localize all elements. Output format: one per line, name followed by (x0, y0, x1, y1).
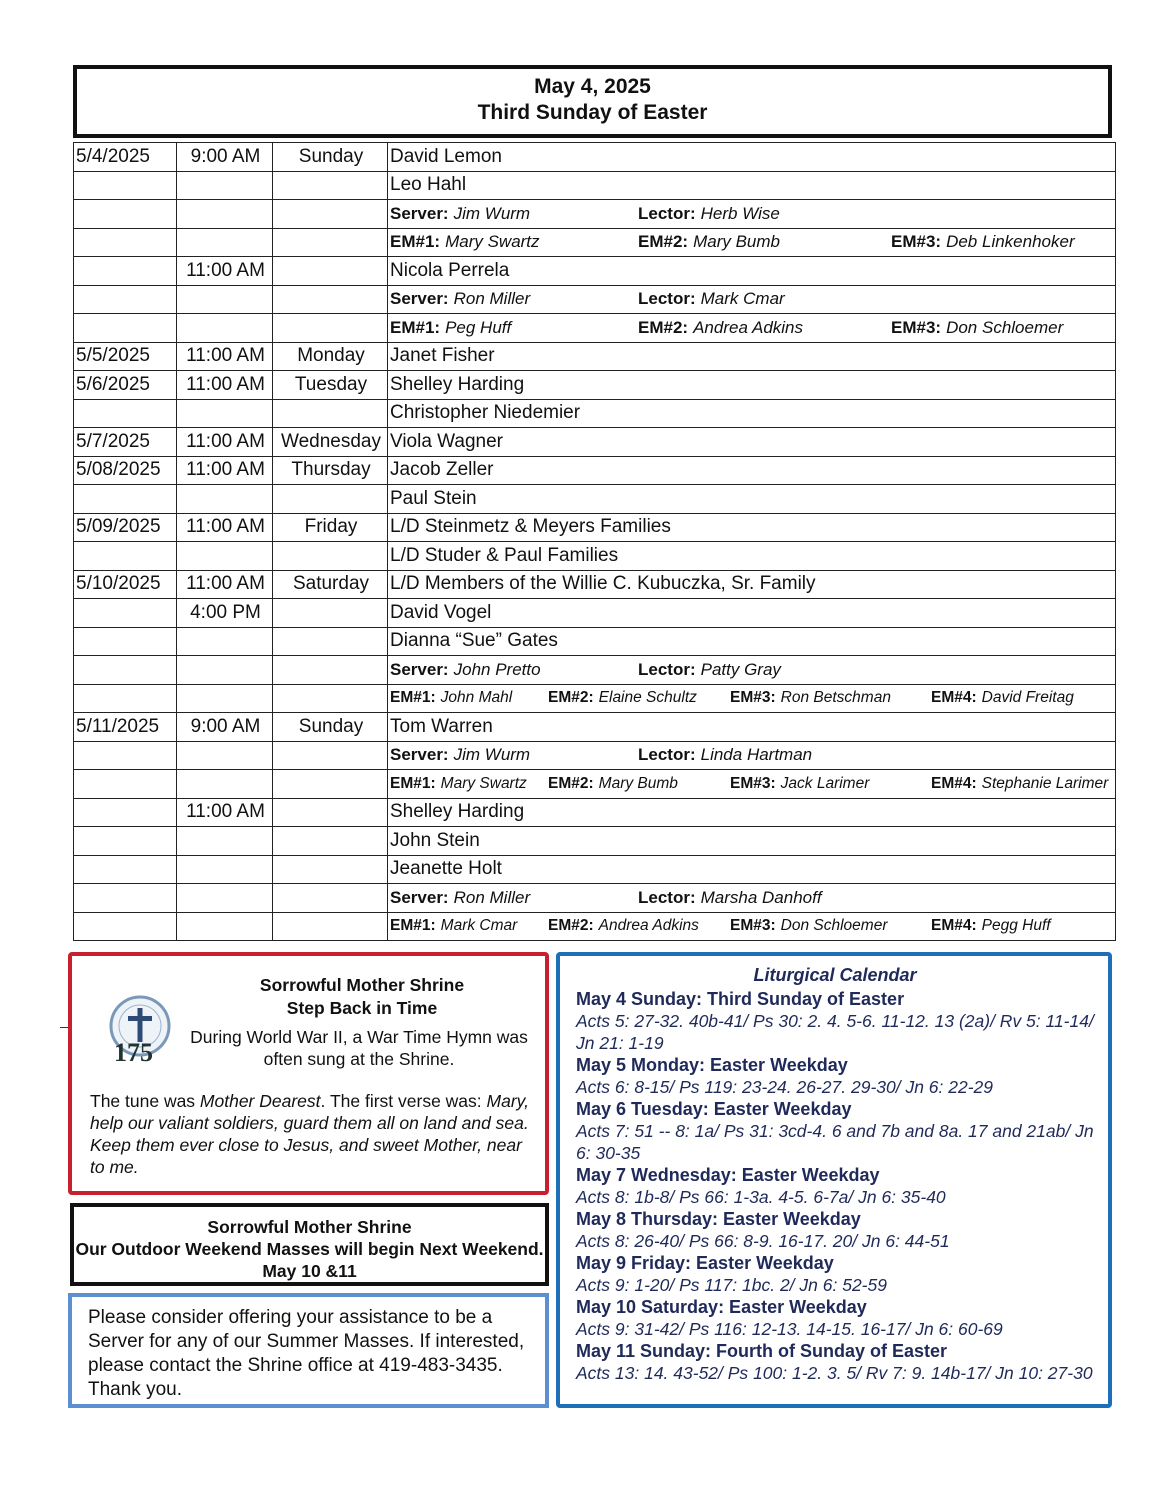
minister-slot (891, 232, 1081, 252)
outdoor-masses-box: Sorrowful Mother Shrine Our Outdoor Weekend Masses will begin Next Weekend. May 10 &11 (70, 1203, 549, 1286)
intention-row (74, 627, 1116, 656)
liturgical-calendar-title: Liturgical Calendar (753, 965, 917, 985)
minister-slot (390, 689, 518, 707)
minister-name: Jack Larimer (780, 774, 870, 792)
ministers-cell (388, 684, 1116, 713)
intention-row (74, 428, 1116, 457)
day-cell (273, 770, 388, 799)
minister-slot (638, 660, 787, 680)
date-cell (74, 855, 177, 884)
intention-cell: Christopher Niedemier (388, 399, 1116, 428)
intention-row (74, 257, 1116, 286)
date-cell (74, 399, 177, 428)
minister-name: Mary Swartz (445, 232, 540, 252)
minister-slot (390, 745, 536, 765)
minister-name: Andrea Adkins (693, 317, 804, 337)
ministers-list (390, 203, 1115, 225)
role-label: Lector: (638, 289, 696, 309)
day-cell (273, 827, 388, 856)
intention-cell: L/D Steinmetz & Meyers Families (388, 513, 1116, 542)
margin-mark (60, 1027, 68, 1028)
date-cell: 5/09/2025 (74, 513, 177, 542)
day-cell: Tuesday (273, 371, 388, 400)
minister-slot (931, 917, 1057, 935)
header-date: May 4, 2025 (534, 75, 651, 98)
minister-name: Mark Cmar (700, 289, 785, 309)
time-cell (177, 884, 273, 913)
liturgical-day: May 7 Wednesday: Easter Weekday (576, 1165, 880, 1185)
liturgical-day: May 8 Thursday: Easter Weekday (576, 1209, 861, 1229)
minister-name: Linda Hartman (700, 745, 813, 765)
minister-name: Marsha Danhoff (700, 887, 822, 907)
ministers-list (390, 744, 1115, 766)
day-cell (273, 627, 388, 656)
date-cell: 5/7/2025 (74, 428, 177, 457)
minister-slot (638, 232, 786, 252)
liturgical-day: May 6 Tuesday: Easter Weekday (576, 1099, 852, 1119)
role-label: Lector: (638, 745, 696, 765)
intention-cell: Leo Hahl (388, 171, 1116, 200)
scripture-readings: Acts 9: 31-42/ Ps 116: 12-13. 14-15. 16-17/ Jn 6: 60-69 (576, 1319, 1003, 1339)
time-cell: 11:00 AM (177, 456, 273, 485)
day-cell (273, 599, 388, 628)
day-cell: Sunday (273, 713, 388, 742)
day-cell (273, 741, 388, 770)
ministers-row (74, 285, 1116, 314)
minister-slot (390, 318, 517, 338)
intention-row (74, 798, 1116, 827)
time-cell (177, 627, 273, 656)
intention-row (74, 713, 1116, 742)
time-cell (177, 912, 273, 941)
intention-row (74, 485, 1116, 514)
day-cell (273, 314, 388, 343)
ministers-list (390, 659, 1115, 681)
scripture-readings: Acts 8: 1b-8/ Ps 66: 1-3a. 4-5. 6-7a/ Jn 6: 35-40 (576, 1187, 946, 1207)
scripture-readings: Acts 9: 1-20/ Ps 117: 1bc. 2/ Jn 6: 52-59 (576, 1275, 887, 1295)
intention-row (74, 855, 1116, 884)
day-cell (273, 257, 388, 286)
time-cell (177, 855, 273, 884)
role-label: EM#3: (891, 232, 942, 252)
time-cell (177, 228, 273, 257)
time-cell: 9:00 AM (177, 713, 273, 742)
date-cell: 5/10/2025 (74, 570, 177, 599)
shrine-intro: During World War II, a War Time Hymn was often sung at the Shrine. (190, 1027, 528, 1069)
minister-name: Peg Huff (445, 317, 512, 337)
ministers-list (390, 773, 1115, 795)
day-cell (273, 542, 388, 571)
date-cell (74, 627, 177, 656)
minister-slot (638, 888, 828, 908)
intention-cell: Nicola Perrela (388, 257, 1116, 286)
scripture-readings: Acts 13: 14. 43-52/ Ps 100: 1-2. 3. 5/ Rv 7: 9. 14b-17/ Jn 10: 27-30 (576, 1363, 1093, 1383)
minister-name: Elaine Schultz (598, 689, 697, 707)
role-label: Server: (390, 203, 449, 223)
role-label: EM#3: (730, 917, 776, 935)
minister-name: John Mahl (440, 689, 513, 707)
time-cell (177, 171, 273, 200)
time-cell (177, 656, 273, 685)
minister-slot (730, 689, 897, 707)
day-cell: Sunday (273, 143, 388, 172)
minister-name: Andrea Adkins (598, 917, 699, 935)
day-cell (273, 171, 388, 200)
day-cell: Saturday (273, 570, 388, 599)
minister-slot (638, 289, 791, 309)
intention-cell: David Lemon (388, 143, 1116, 172)
intention-cell: Tom Warren (388, 713, 1116, 742)
minister-slot (390, 775, 533, 793)
time-cell (177, 314, 273, 343)
role-label: Server: (390, 745, 449, 765)
date-cell (74, 200, 177, 229)
intention-row (74, 171, 1116, 200)
minister-slot (390, 660, 547, 680)
minister-name: Ron Miller (453, 289, 531, 309)
role-label: EM#1: (390, 232, 441, 252)
time-cell (177, 770, 273, 799)
minister-slot (390, 289, 536, 309)
minister-slot (931, 689, 1080, 707)
ministers-list (390, 687, 1115, 709)
ministers-row (74, 884, 1116, 913)
intention-row (74, 570, 1116, 599)
intention-cell: Viola Wagner (388, 428, 1116, 457)
time-cell: 9:00 AM (177, 143, 273, 172)
ministers-row (74, 684, 1116, 713)
day-cell (273, 399, 388, 428)
time-cell (177, 485, 273, 514)
role-label: Server: (390, 289, 449, 309)
minister-slot (390, 917, 523, 935)
intention-cell: L/D Members of the Willie C. Kubuczka, Sr. Family (388, 570, 1116, 599)
ministers-row (74, 912, 1116, 941)
intention-cell: Shelley Harding (388, 371, 1116, 400)
time-cell: 11:00 AM (177, 371, 273, 400)
minister-slot (638, 204, 786, 224)
intention-cell: Shelley Harding (388, 798, 1116, 827)
day-cell (273, 884, 388, 913)
date-cell: 5/11/2025 (74, 713, 177, 742)
role-label: EM#2: (548, 689, 594, 707)
ministers-cell (388, 314, 1116, 343)
minister-name: Mark Cmar (440, 917, 518, 935)
time-cell: 11:00 AM (177, 428, 273, 457)
liturgical-day: May 11 Sunday: Fourth of Sunday of Easter (576, 1341, 948, 1361)
minister-slot (548, 689, 703, 707)
minister-name: Ron Betschman (780, 689, 891, 707)
day-cell (273, 798, 388, 827)
time-cell (177, 285, 273, 314)
minister-slot (638, 745, 818, 765)
minister-name: Mary Bumb (693, 232, 780, 252)
date-cell (74, 770, 177, 799)
shrine-body: The tune was Mother Dearest. The first verse was: Mary, help our valiant soldiers, guard them all on land and sea. Keep them ever close to Jesus, and sweet Mother, near to me. (90, 1091, 529, 1177)
ministers-list (390, 317, 1115, 339)
minister-slot (931, 775, 1114, 793)
scripture-readings: Acts 8: 26-40/ Ps 66: 8-9. 16-17. 20/ Jn 6: 44-51 (576, 1231, 950, 1251)
header-title: Third Sunday of Easter (477, 101, 708, 124)
intention-row (74, 827, 1116, 856)
liturgical-day: May 5 Monday: Easter Weekday (576, 1055, 848, 1075)
liturgical-day: May 10 Saturday: Easter Weekday (576, 1297, 867, 1317)
date-cell (74, 171, 177, 200)
bulletin-header (73, 65, 1112, 138)
logo-number: 175 (114, 1038, 153, 1067)
role-label: Server: (390, 887, 449, 907)
role-label: EM#4: (931, 774, 977, 792)
ministers-cell (388, 770, 1116, 799)
day-cell: Wednesday (273, 428, 388, 457)
date-cell (74, 257, 177, 286)
time-cell: 11:00 AM (177, 798, 273, 827)
role-label: EM#1: (390, 774, 436, 792)
minister-name: Don Schloemer (780, 917, 888, 935)
minister-name: Ron Miller (453, 887, 531, 907)
ministers-cell (388, 200, 1116, 229)
date-cell (74, 912, 177, 941)
minister-name: Jim Wurm (453, 745, 531, 765)
date-cell (74, 228, 177, 257)
day-cell: Monday (273, 342, 388, 371)
intention-row (74, 542, 1116, 571)
day-cell (273, 656, 388, 685)
time-cell: 11:00 AM (177, 570, 273, 599)
scripture-readings: Acts 7: 51 -- 8: 1a/ Ps 31: 3cd-4. 6 and 7b and 8a. 17 and 21ab/ Jn 6: 30-35 (576, 1121, 1094, 1163)
scripture-readings: Acts 6: 8-15/ Ps 119: 23-24. 26-27. 29-30/ Jn 6: 22-29 (576, 1077, 994, 1097)
intention-cell: John Stein (388, 827, 1116, 856)
intention-cell: Jacob Zeller (388, 456, 1116, 485)
role-label: EM#3: (730, 774, 776, 792)
day-cell (273, 855, 388, 884)
liturgical-day: May 9 Friday: Easter Weekday (576, 1253, 834, 1273)
time-cell (177, 827, 273, 856)
minister-name: Herb Wise (700, 203, 780, 223)
time-cell (177, 684, 273, 713)
minister-name: Don Schloemer (946, 317, 1064, 337)
date-cell (74, 656, 177, 685)
minister-name: Mary Bumb (598, 774, 678, 792)
intention-row (74, 371, 1116, 400)
role-label: EM#4: (931, 917, 977, 935)
date-cell: 5/08/2025 (74, 456, 177, 485)
ministers-row (74, 314, 1116, 343)
time-cell (177, 399, 273, 428)
time-cell (177, 542, 273, 571)
time-cell: 11:00 AM (177, 257, 273, 286)
shrine-175-logo (104, 994, 176, 1066)
minister-name: Pegg Huff (981, 917, 1051, 935)
intention-cell: L/D Studer & Paul Families (388, 542, 1116, 571)
ministers-list (390, 887, 1115, 909)
server-request-text: Please consider offering your assistance to be a Server for any of our Summer Masses. If interested, please contact the Shrine office at 419-483-3435. Thank you. (88, 1307, 525, 1400)
minister-slot (390, 888, 536, 908)
minister-slot (548, 775, 684, 793)
date-cell (74, 884, 177, 913)
date-cell: 5/6/2025 (74, 371, 177, 400)
date-cell (74, 542, 177, 571)
role-label: EM#1: (390, 917, 436, 935)
day-cell: Friday (273, 513, 388, 542)
ministers-row (74, 228, 1116, 257)
ministers-cell (388, 228, 1116, 257)
role-label: EM#1: (390, 689, 436, 707)
role-label: Server: (390, 659, 449, 679)
minister-name: Stephanie Larimer (981, 774, 1109, 792)
scripture-readings: Acts 5: 27-32. 40b-41/ Ps 30: 2. 4. 5-6. 11-12. 13 (2a)/ Rv 5: 11-14/ Jn 21: 1-19 (576, 1011, 1094, 1053)
shrine-history-box (68, 952, 549, 1195)
intention-cell: David Vogel (388, 599, 1116, 628)
ministers-list (390, 288, 1115, 310)
minister-name: David Freitag (981, 689, 1074, 707)
time-cell: 11:00 AM (177, 513, 273, 542)
minister-slot (638, 318, 809, 338)
ministers-row (74, 200, 1116, 229)
intention-row (74, 143, 1116, 172)
role-label: Lector: (638, 203, 696, 223)
role-label: EM#4: (931, 689, 977, 707)
minister-name: Mary Swartz (440, 774, 527, 792)
day-cell: Thursday (273, 456, 388, 485)
intention-row (74, 399, 1116, 428)
role-label: EM#2: (548, 917, 594, 935)
ministers-row (74, 656, 1116, 685)
liturgical-calendar-box (556, 952, 1112, 1408)
ministers-row (74, 770, 1116, 799)
date-cell (74, 684, 177, 713)
ministers-cell (388, 285, 1116, 314)
minister-slot (390, 232, 546, 252)
ministers-list (390, 231, 1115, 253)
minister-name: Jim Wurm (453, 203, 531, 223)
minister-name: John Pretto (453, 659, 541, 679)
ministers-cell (388, 884, 1116, 913)
intention-cell: Paul Stein (388, 485, 1116, 514)
intention-row (74, 599, 1116, 628)
minister-slot (891, 318, 1069, 338)
time-cell: 4:00 PM (177, 599, 273, 628)
intention-cell: Janet Fisher (388, 342, 1116, 371)
minister-slot (730, 775, 875, 793)
role-label: EM#2: (638, 232, 689, 252)
ministers-cell (388, 656, 1116, 685)
intention-cell: Dianna “Sue” Gates (388, 627, 1116, 656)
day-cell (273, 485, 388, 514)
day-cell (273, 228, 388, 257)
date-cell (74, 827, 177, 856)
date-cell (74, 599, 177, 628)
date-cell (74, 741, 177, 770)
time-cell (177, 741, 273, 770)
date-cell: 5/5/2025 (74, 342, 177, 371)
minister-slot (548, 917, 705, 935)
minister-name: Patty Gray (700, 659, 781, 679)
ministers-cell (388, 741, 1116, 770)
intention-row (74, 456, 1116, 485)
date-cell (74, 285, 177, 314)
day-cell (273, 285, 388, 314)
intention-cell: Jeanette Holt (388, 855, 1116, 884)
time-cell (177, 200, 273, 229)
role-label: EM#3: (730, 689, 776, 707)
liturgical-day: May 4 Sunday: Third Sunday of Easter (576, 989, 905, 1009)
date-cell (74, 485, 177, 514)
role-label: EM#3: (891, 317, 942, 337)
intention-row (74, 342, 1116, 371)
date-cell (74, 798, 177, 827)
ministers-row (74, 741, 1116, 770)
day-cell (273, 684, 388, 713)
mass-intentions-table (73, 142, 1116, 941)
shrine-history-heading: Sorrowful Mother Shrine Step Back in Time (259, 975, 465, 1018)
day-cell (273, 912, 388, 941)
day-cell (273, 200, 388, 229)
role-label: Lector: (638, 659, 696, 679)
ministers-list (390, 915, 1115, 937)
intention-row (74, 513, 1116, 542)
minister-name: Deb Linkenhoker (946, 232, 1075, 252)
date-cell: 5/4/2025 (74, 143, 177, 172)
role-label: EM#1: (390, 317, 441, 337)
role-label: EM#2: (638, 317, 689, 337)
minister-slot (390, 204, 536, 224)
time-cell: 11:00 AM (177, 342, 273, 371)
ministers-cell (388, 912, 1116, 941)
server-request-box (68, 1293, 549, 1408)
role-label: EM#2: (548, 774, 594, 792)
role-label: Lector: (638, 887, 696, 907)
date-cell (74, 314, 177, 343)
minister-slot (730, 917, 893, 935)
